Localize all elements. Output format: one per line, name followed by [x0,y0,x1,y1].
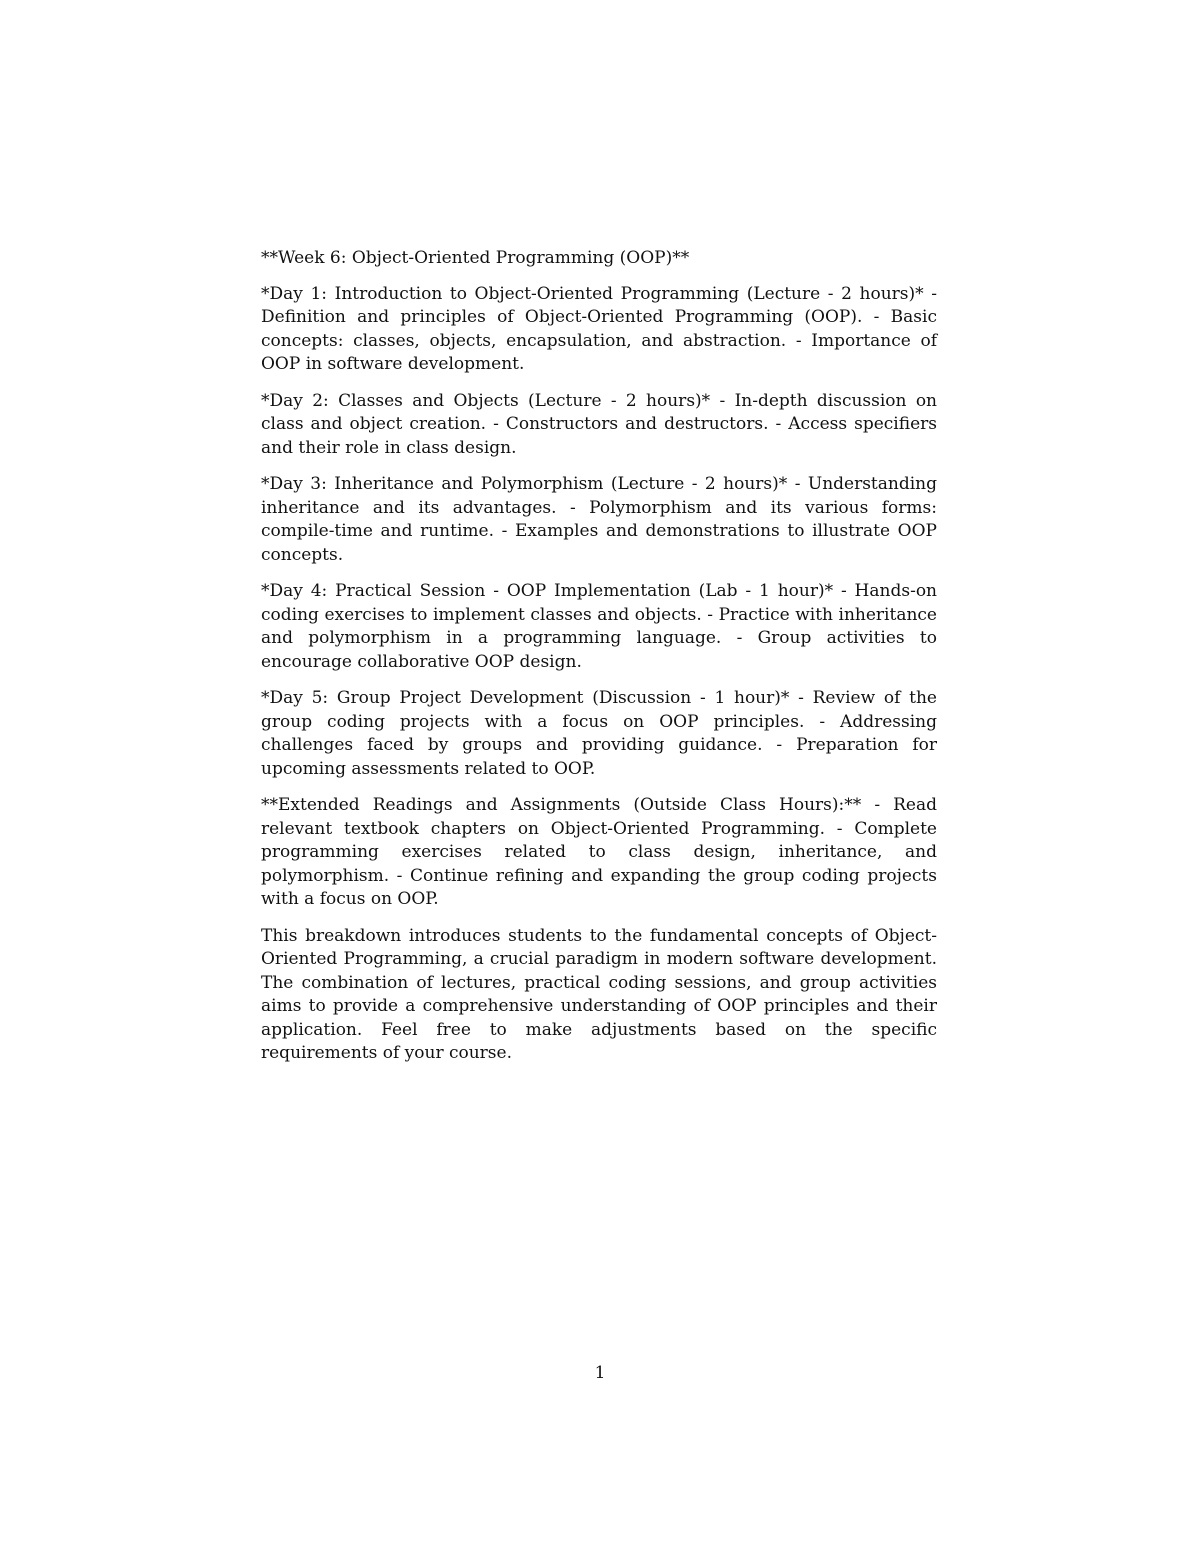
page-number: 1 [594,1363,606,1383]
paragraph-extended-readings: **Extended Readings and Assignments (Outside Class Hours):** - Read relevant textbook chapters on Object-Oriented Programming. - Complete programming exercises related to class design, inheritance, and polymorphism. - Continue refining and expanding the group coding projects with a focus on OOP. [261,795,937,909]
paragraph-summary: This breakdown introduces students to the fundamental concepts of Object-Oriented Programming, a crucial paradigm in modern software development. The combination of lectures, practical coding sessions, and group activities aims to provide a comprehensive understanding of OOP principles and their application. Feel free to make adjustments based on the specific requirements of your course. [261,925,937,1063]
week-heading: **Week 6: Object-Oriented Programming (OOP)** [261,248,690,268]
paragraph-day-4: *Day 4: Practical Session - OOP Implementation (Lab - 1 hour)* - Hands-on coding exercises to implement classes and objects. - Practice with inheritance and polymorphism in a programming language. - Group activities to encourage collaborative OOP design. [261,581,937,672]
paragraph-day-1: *Day 1: Introduction to Object-Oriented Programming (Lecture - 2 hours)* - Definition and principles of Object-Oriented Programming (OOP). - Basic concepts: classes, objects, encapsulation, and abstraction. - Importance of OOP in software development. [261,283,937,374]
page-content [261,247,937,1079]
paragraph-day-3: *Day 3: Inheritance and Polymorphism (Lecture - 2 hours)* - Understanding inheritance and its advantages. - Polymorphism and its various forms: compile-time and runtime. - Examples and demonstrations to illustrate OOP concepts. [261,474,937,565]
paragraph-day-5: *Day 5: Group Project Development (Discussion - 1 hour)* - Review of the group coding projects with a focus on OOP principles. - Addressing challenges faced by groups and providing guidance. - Preparation for upcoming assessments related to OOP. [261,688,937,779]
paragraph-day-2: *Day 2: Classes and Objects (Lecture - 2 hours)* - In-depth discussion on class and object creation. - Constructors and destructors. - Access specifiers and their role in class design. [261,390,937,458]
